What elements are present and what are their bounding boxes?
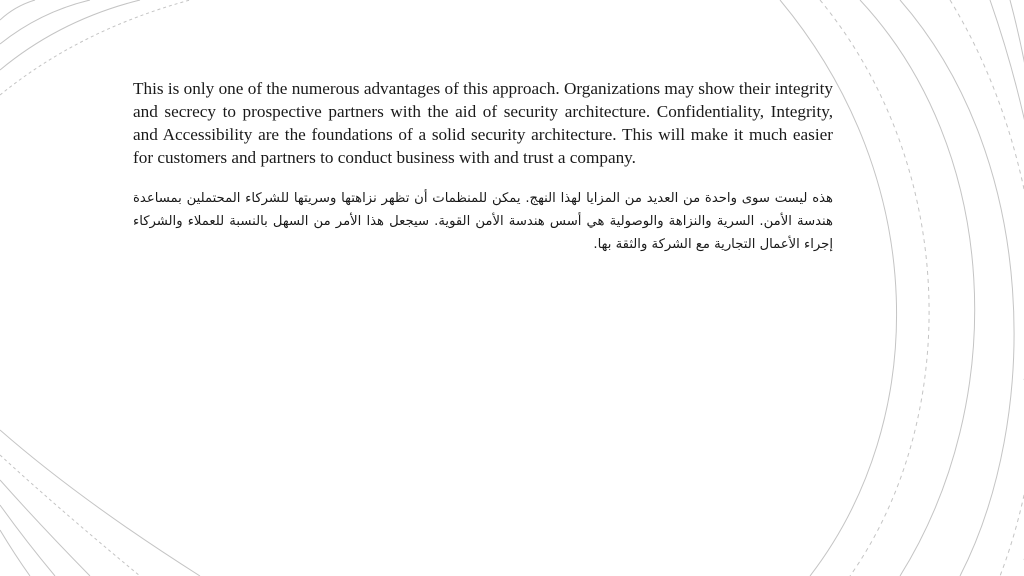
- decor-arc: [900, 0, 1014, 576]
- decor-arc: [0, 480, 90, 576]
- text-content: [133, 77, 833, 256]
- english-paragraph: This is only one of the numerous advantages of this approach. Organizations may show their integrity and secrecy to prospective partners with the aid of security architecture. Confidentiality, Integrity, and Accessibility are the foundations of a solid security architecture. This will make it much easier for customers and partners to conduct business with and trust a company.: [133, 79, 833, 167]
- decor-arc: [0, 530, 30, 576]
- decor-arc: [820, 0, 929, 576]
- decor-arc: [1010, 0, 1024, 380]
- decor-arc: [0, 0, 35, 20]
- decor-arc: [950, 0, 1024, 576]
- arabic-paragraph: هذه ليست سوى واحدة من العديد من المزايا لهذا النهج. يمكن للمنظمات أن تظهر نزاهتها وسريتها للشركاء المحتملين بمساعدة هندسة الأمن. السرية والنزاهة والوصولية هي أسس هندسة الأمن القوية. سيجعل هذا الأمر من السهل بالنسبة للعملاء والشركاء إجراء الأعمال التجارية مع الشركة والثقة بها.: [133, 191, 833, 252]
- decor-arc: [0, 505, 55, 576]
- decor-arc: [0, 455, 140, 576]
- decor-arc: [0, 430, 200, 576]
- decor-arc: [0, 0, 140, 70]
- decor-arc: [990, 0, 1024, 560]
- decor-arc: [860, 0, 975, 576]
